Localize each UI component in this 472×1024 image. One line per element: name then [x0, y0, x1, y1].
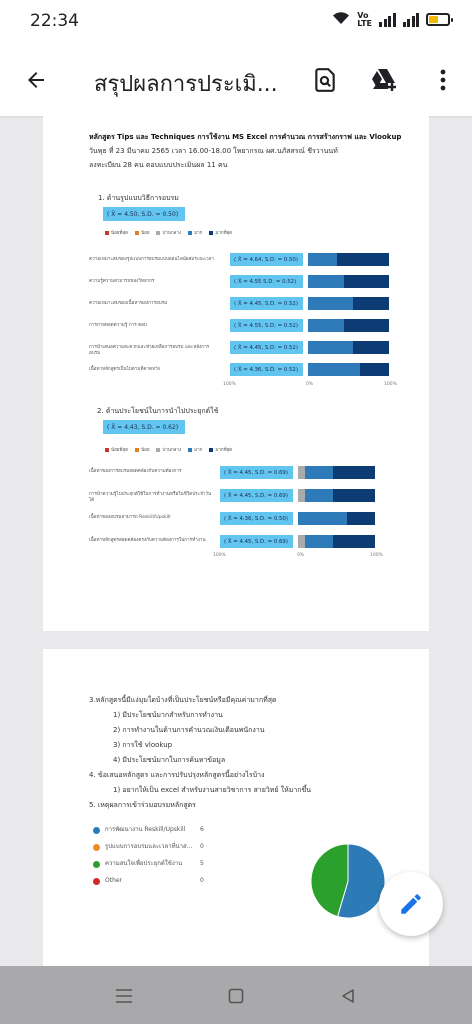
section2-summary: ( X̄ = 4.43, S.D. = 0.62): [103, 420, 185, 434]
battery-icon: [426, 13, 450, 26]
bar-segment-mak-thisut: [344, 275, 389, 288]
legend-swatch: [105, 448, 109, 452]
legend-dot: [93, 878, 100, 885]
legend-swatch: [135, 448, 139, 452]
menu-icon: [115, 989, 133, 1003]
row-label: เนื้อหาหลักสูตรเป็นไปตามที่คาดหวัง: [89, 367, 160, 372]
row-stat-box: ( X̄ = 4.36, S.D. = 0.50): [220, 512, 293, 525]
question-4: 4. ข้อเสนอหลักสูตร และการปรับปรุงหลักสูตรนี้อย่างไรบ้าง: [89, 771, 265, 779]
section2-legend: [105, 446, 232, 453]
status-time: 22:34: [30, 11, 79, 31]
legend-swatch: [209, 448, 213, 452]
pdf-page-1: [43, 116, 429, 631]
legend-dot: [93, 827, 100, 834]
course-heading: หลักสูตร Tips และ Techniques การใช้งาน MS Excel การคำนวณ การสร้างกราฟ และ Vlookup: [89, 133, 402, 141]
axis-tick: 0%: [297, 553, 305, 558]
axis-tick: 100%: [370, 553, 383, 558]
section1-legend: [105, 229, 232, 236]
bar-segment-mak: [298, 512, 347, 525]
pie-legend-count: 0: [200, 843, 204, 850]
legend-item: มากที่สุด: [209, 229, 232, 236]
signal-icon-sim1: [379, 13, 396, 27]
stacked-bar: [298, 489, 375, 502]
drive-add-icon: [369, 67, 399, 93]
stacked-bar: [308, 275, 389, 288]
edit-fab-button[interactable]: [379, 872, 443, 936]
volte-icon: Vo LTE: [357, 10, 372, 28]
question-3: 3.หลักสูตรนี้มีแง่มุมใดบ้างที่เป็นประโยชน์หรือมีคุณค่ามากที่สุด: [89, 696, 277, 704]
axis-tick: 100%: [213, 553, 226, 558]
row-stat-box: ( X̄ = 4.45, S.D. = 0.69): [220, 535, 293, 548]
list-item: 1) อยากให้เป็น excel สำหรับงานสายวิชาการ สายวิทย์ ให้มากขึ้น: [113, 786, 312, 794]
home-square-icon: [228, 988, 244, 1004]
legend-item: น้อยที่สุด: [105, 446, 128, 453]
bar-segment-mak: [305, 466, 333, 479]
stacked-bar: [308, 297, 389, 310]
pie-legend-label: ความสนใจเพื่อประยุกต์ใช้งาน: [105, 860, 183, 867]
pie-legend-count: 6: [200, 826, 204, 833]
row-stat-box: ( X̄ = 4.45, S.D. = 0.69): [220, 466, 293, 479]
stacked-bar: [308, 253, 389, 266]
find-in-page-icon: [312, 67, 338, 93]
recent-apps-button[interactable]: [110, 982, 138, 1010]
section1-summary: ( X̄ = 4.50, S.D. = 0.50): [103, 207, 185, 221]
pie-legend-count: 5: [200, 860, 204, 867]
section2-title: 2. ด้านประโยชน์ในการนำไปประยุกต์ใช้: [97, 407, 219, 415]
bar-segment-mak-thisut: [360, 363, 389, 376]
list-item: 2) การทำงานในด้านการคำนวณเงินเดือนพนักงาน: [113, 726, 265, 734]
bar-segment-mak: [305, 489, 333, 502]
legend-item: มาก: [188, 229, 202, 236]
pdf-page-2: [43, 649, 429, 966]
row-label: ความเหมาะสมของรูปแบบการอบรมแบบออนไลน์ผสมระยะเวลา: [89, 257, 214, 262]
stacked-bar: [298, 466, 375, 479]
stacked-bar: [308, 341, 389, 354]
course-date: วันพุธ ที่ 23 มีนาคม 2565 เวลา 16.00-18.00 ใหยากรณ ผศ.นภัสสรณ์ ชีรวานนท์: [89, 147, 338, 155]
legend-item: น้อย: [135, 229, 149, 236]
bar-segment-mak: [305, 535, 333, 548]
legend-dot: [93, 844, 100, 851]
legend-item: มากที่สุด: [209, 446, 232, 453]
more-vert-icon: [440, 69, 446, 91]
stacked-bar: [308, 319, 389, 332]
back-button[interactable]: [18, 62, 54, 98]
registration-count: ลงทะเบียน 28 คน ตอบแบบประเมินผล 11 คน: [89, 161, 228, 169]
legend-swatch: [209, 231, 213, 235]
row-stat-box: ( X̄ = 4.55, S.D. = 0.52): [230, 319, 303, 332]
row-stat-box: ( X̄ = 4.45, S.D. = 0.69): [220, 489, 293, 502]
row-label: เนื้อหาของอบรมสามารถ Reskill/Upskill: [89, 515, 171, 520]
list-item: 1) มีประโยชน์มากสำหรับการทำงาน: [113, 711, 223, 719]
row-stat-box: ( X̄ = 4.45, S.D. = 0.52): [230, 341, 303, 354]
bar-segment-mak: [308, 319, 344, 332]
bar-segment-mak: [308, 341, 353, 354]
system-nav-bar: [0, 966, 472, 1024]
stacked-bar: [298, 512, 375, 525]
pdf-viewer[interactable]: [0, 116, 472, 966]
bar-segment-mak-thisut: [353, 297, 389, 310]
axis-tick: 100%: [384, 382, 397, 387]
bar-segment-mak-thisut: [353, 341, 389, 354]
status-bar: [0, 0, 472, 44]
axis-tick: 100%: [223, 382, 236, 387]
bar-segment-mak: [308, 253, 337, 266]
pie-legend-count: 0: [200, 877, 204, 884]
row-stat-box: ( X̄ = 4.64, S.D. = 0.50): [230, 253, 303, 266]
list-item: 3) การใช้ vlookup: [113, 741, 173, 749]
legend-swatch: [156, 231, 160, 235]
row-label: ความเหมาะสมของเนื้อหาของการอบรม: [89, 301, 168, 306]
bar-segment-mak-thisut: [333, 489, 375, 502]
row-stat-box: ( X̄ = 4.36, S.D. = 0.52): [230, 363, 303, 376]
add-to-drive-button[interactable]: [366, 62, 402, 98]
row-label: การนำเสนอความสะดวกและช่วยเหลือการอบรม และหลังการอบรม: [89, 345, 210, 356]
stacked-bar: [308, 363, 389, 376]
bar-segment-mak-thisut: [347, 512, 375, 525]
bar-segment-mak-thisut: [333, 466, 375, 479]
signal-icon-sim2: [403, 13, 420, 27]
pie-chart: [311, 825, 389, 941]
legend-swatch: [105, 231, 109, 235]
list-item: 4) มีประโยชน์มากในการค้นหาข้อมูล: [113, 756, 226, 764]
wifi-icon: [332, 10, 350, 29]
back-nav-button[interactable]: [334, 982, 362, 1010]
legend-item: น้อยที่สุด: [105, 229, 128, 236]
home-button[interactable]: [222, 982, 250, 1010]
row-stat-box: ( X̄ = 4.45, S.D. = 0.52): [230, 297, 303, 310]
pie-legend-label: รูปแบบการอบรมและเวลาที่น่าส...: [105, 843, 193, 850]
legend-dot: [93, 861, 100, 868]
legend-item: ปานกลาง: [156, 446, 181, 453]
bar-segment-mak: [308, 275, 344, 288]
row-stat-box: ( X̄ = 4.55 S.D. = 0.52): [230, 275, 303, 288]
section1-title: 1. ด้านรูปแบบวิธีการอบรม: [98, 194, 179, 202]
legend-swatch: [135, 231, 139, 235]
bar-segment-mak-thisut: [337, 253, 389, 266]
legend-item: ปานกลาง: [156, 229, 181, 236]
back-triangle-icon: [340, 988, 356, 1004]
row-label: การถ่ายทอดความรู้ การ ตอบ: [89, 323, 147, 328]
legend-swatch: [156, 448, 160, 452]
stacked-bar: [298, 535, 375, 548]
more-options-button[interactable]: [425, 62, 461, 98]
row-label: เนื้อหาของการอบรมสอดคล้องกับความต้องการ: [89, 469, 182, 474]
bar-segment-mak: [308, 297, 353, 310]
row-label: การนำความรู้ไปประยุกต์ใช้ในการทำงานหรือในชีวิตประจำวันได้: [89, 492, 212, 503]
bar-segment-panklang: [298, 466, 305, 479]
bar-segment-panklang: [298, 535, 305, 548]
legend-item: น้อย: [135, 446, 149, 453]
bar-segment-mak-thisut: [344, 319, 389, 332]
question-5: 5. เหตุผลการเข้าร่วมอบรมหลักสูตร: [89, 801, 196, 809]
bar-segment-mak-thisut: [333, 535, 375, 548]
legend-swatch: [188, 448, 192, 452]
document-title: สรุปผลการประเมิ...: [94, 72, 278, 97]
pencil-icon: [398, 891, 424, 917]
pie-legend-label: การพัฒนางาน Reskill/Upskill: [105, 826, 186, 833]
status-icons: [332, 10, 450, 29]
row-label: ความรู้ความสามารถของวิทยากร: [89, 279, 155, 284]
bar-segment-panklang: [298, 489, 305, 502]
bar-segment-mak: [308, 363, 360, 376]
pie-legend-label: Other: [105, 877, 123, 884]
arrow-back-icon: [24, 68, 48, 92]
legend-item: มาก: [188, 446, 202, 453]
find-in-page-button[interactable]: [307, 62, 343, 98]
axis-tick: 0%: [306, 382, 314, 387]
legend-swatch: [188, 231, 192, 235]
app-bar: [0, 44, 472, 116]
row-label: เนื้อหาหลักสูตรสอดคล้องตรงกับความต้องการในการทำงาน: [89, 538, 206, 543]
